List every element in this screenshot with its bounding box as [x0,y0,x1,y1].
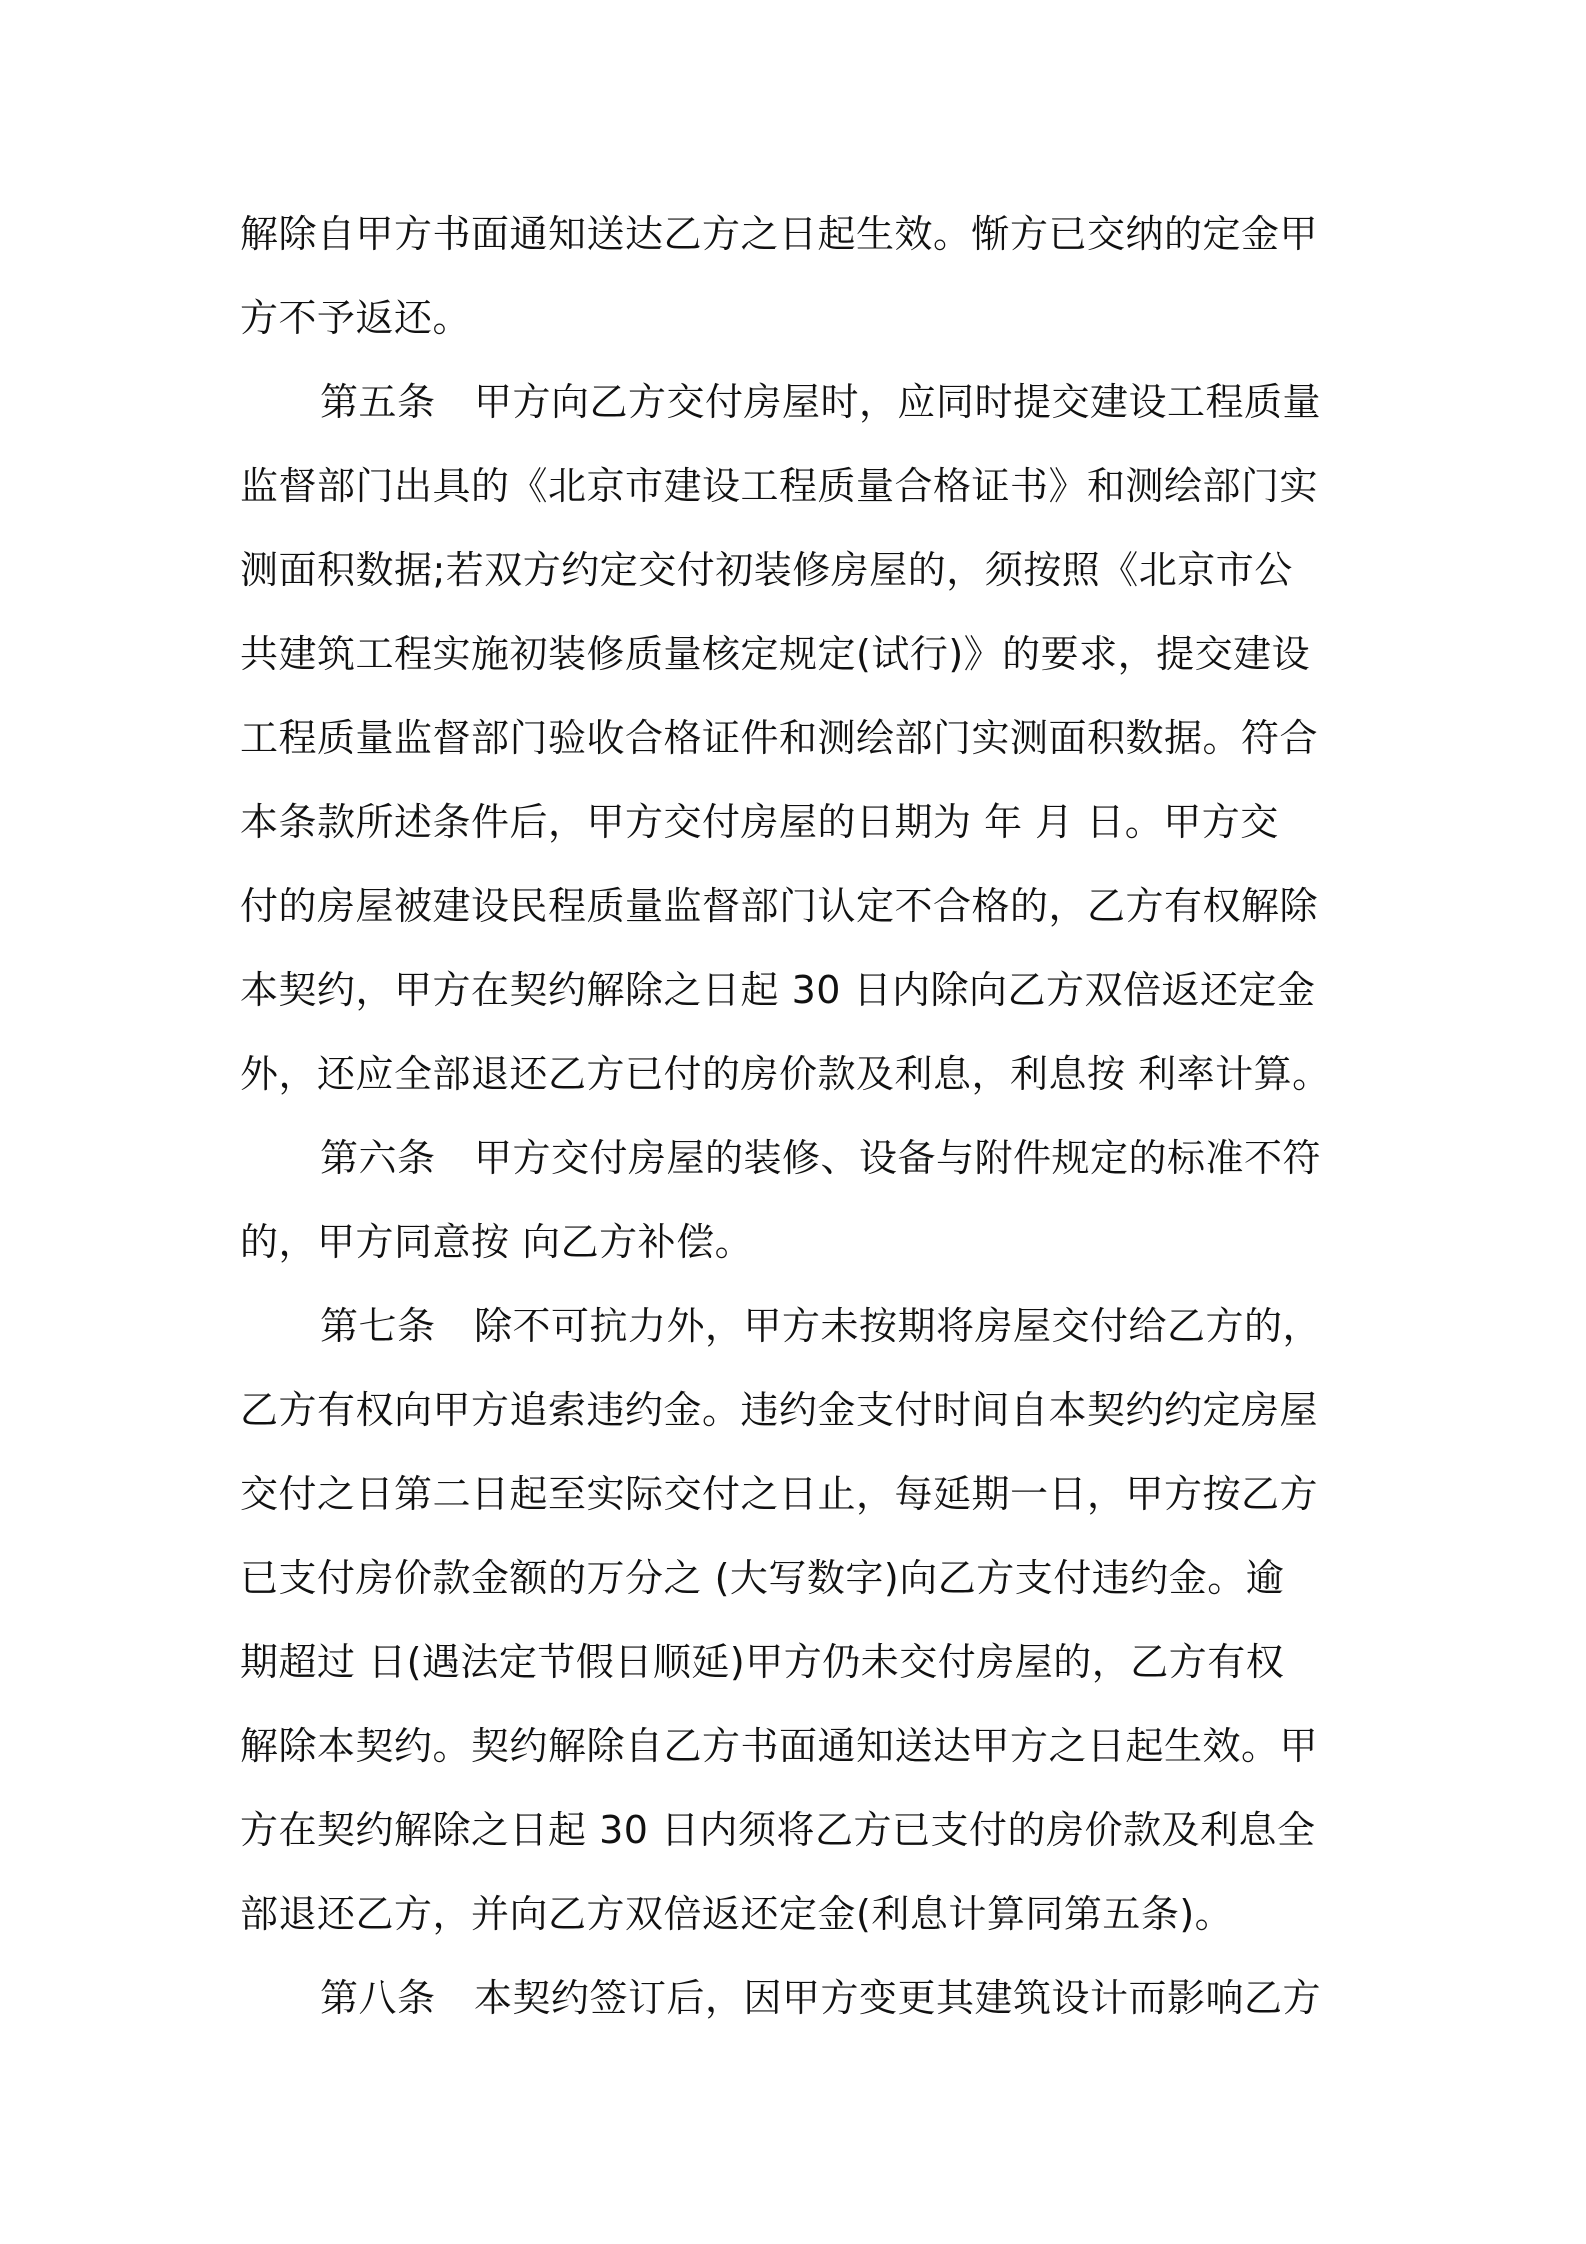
article-5-heading-line: 第五条 甲方向乙方交付房屋时，应同时提交建设工程质量 [320,380,1322,424]
article-6-heading-line: 第六条 甲方交付房屋的装修、设备与附件规定的标准不符 [320,1136,1322,1180]
text-line: 解除本契约。契约解除自乙方书面通知送达甲方之日起生效。甲 [240,1724,1319,1768]
text-line: 乙方有权向甲方追索违约金。违约金支付时间自本契约约定房屋 [240,1388,1319,1432]
text-line: 的，甲方同意按 向乙方补偿。 [240,1220,754,1264]
text-line: 部退还乙方，并向乙方双倍返还定金(利息计算同第五条)。 [240,1892,1234,1936]
text-line: 方在契约解除之日起 30 日内须将乙方已支付的房价款及利息全 [240,1808,1316,1852]
text-line: 工程质量监督部门验收合格证件和测绘部门实测面积数据。符合 [240,716,1319,760]
text-line: 监督部门出具的《北京市建设工程质量合格证书》和测绘部门实 [240,464,1319,508]
article-7-heading-line: 第七条 除不可抗力外，甲方未按期将房屋交付给乙方的， [320,1304,1322,1348]
text-line: 已支付房价款金额的万分之 (大写数字)向乙方支付违约金。逾 [240,1556,1285,1600]
text-line: 付的房屋被建设民程质量监督部门认定不合格的，乙方有权解除 [240,884,1319,928]
text-line: 测面积数据;若双方约定交付初装修房屋的，须按照《北京市公 [240,548,1293,592]
text-line: 本条款所述条件后，甲方交付房屋的日期为 年 月 日。甲方交 [240,800,1279,844]
contract-text [240,192,1360,2040]
text-line: 外，还应全部退还乙方已付的房价款及利息，利息按 利率计算。 [240,1052,1331,1096]
text-line: 期超过 日(遇法定节假日顺延)甲方仍未交付房屋的，乙方有权 [240,1640,1285,1684]
text-line: 交付之日第二日起至实际交付之日止，每延期一日，甲方按乙方 [240,1472,1319,1516]
text-line: 方不予返还。 [240,296,472,340]
text-line: 本契约，甲方在契约解除之日起 30 日内除向乙方双倍返还定金 [240,968,1316,1012]
text-line: 共建筑工程实施初装修质量核定规定(试行)》的要求，提交建设 [240,632,1311,676]
text-line: 解除自甲方书面通知送达乙方之日起生效。惭方已交纳的定金甲 [240,212,1319,256]
article-8-heading-line: 第八条 本契约签订后，因甲方变更其建筑设计而影响乙方 [320,1976,1322,2020]
